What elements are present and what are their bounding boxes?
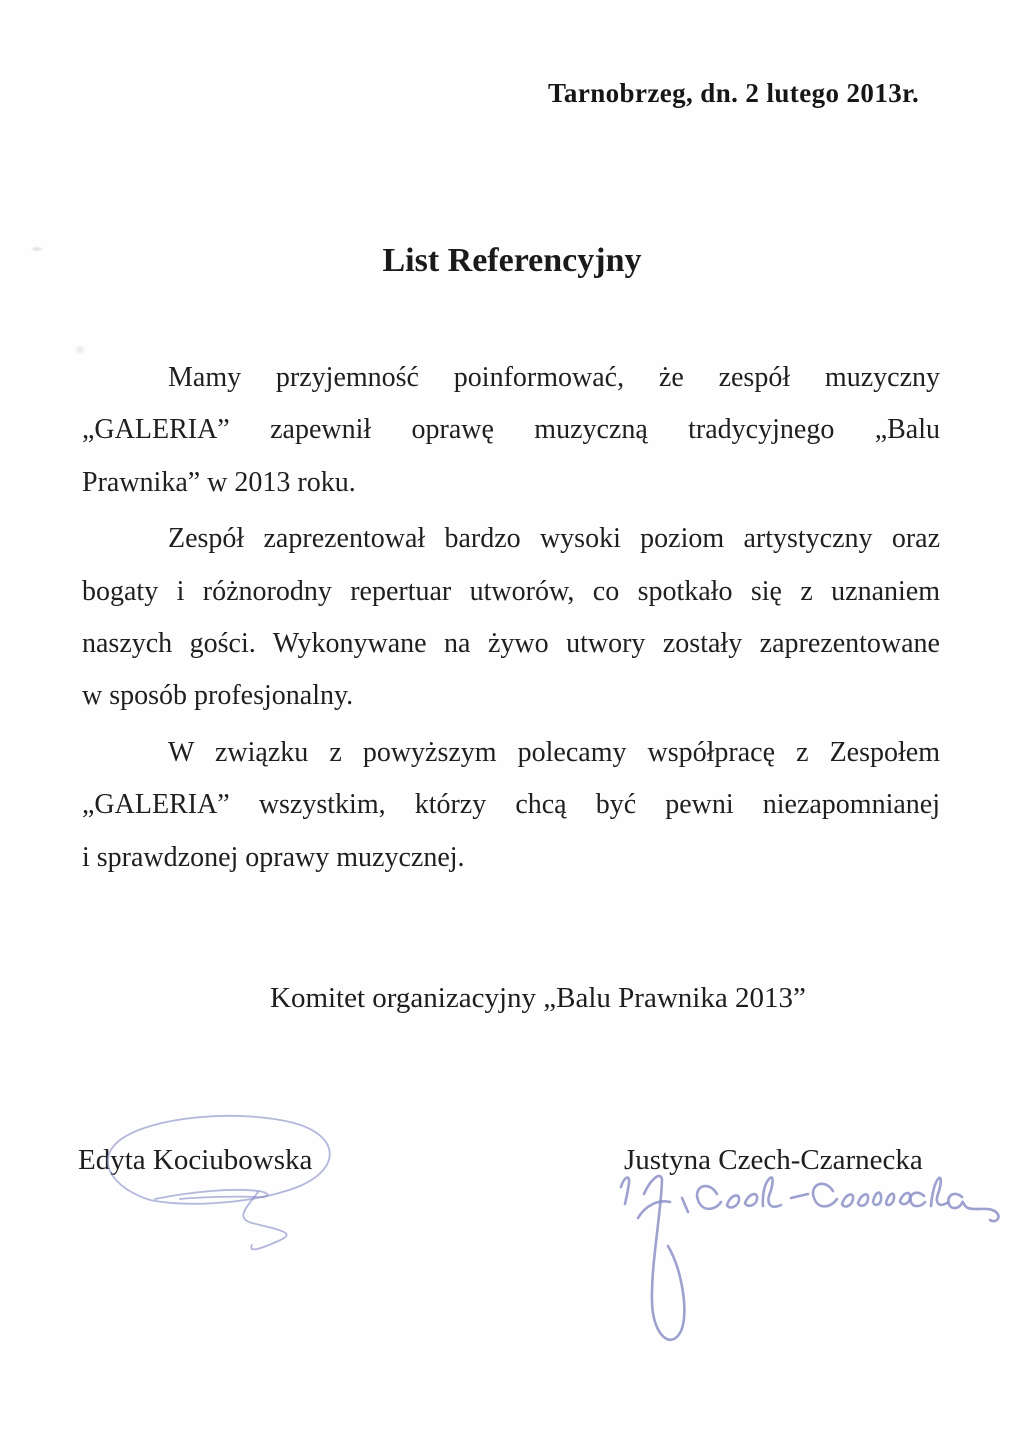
dateline: Tarnobrzeg, dn. 2 lutego 2013r.: [548, 78, 920, 108]
signature-justyna-czech-czarnecka: [621, 1176, 998, 1340]
paragraph: [82, 352, 940, 509]
document-title: List Referencyjny: [382, 242, 642, 279]
text-line: „GALERIA” wszystkim, którzy chcą być pewni niezapomnianej: [82, 789, 940, 821]
closing-line: Komitet organizacyjny „Balu Prawnika 2013”: [270, 982, 806, 1014]
text-line: Zespół zaprezentował bardzo wysoki poziom artystyczny oraz: [168, 523, 940, 555]
text-line: w sposób profesjonalny.: [82, 680, 354, 712]
text-line: W związku z powyższym polecamy współpracę z Zespołem: [168, 736, 940, 768]
text-line: naszych gości. Wykonywane na żywo utwory zostały zaprezentowane: [82, 628, 940, 660]
letter-body: [82, 352, 940, 888]
text-line: Mamy przyjemność poinformować, że zespół muzyczny: [168, 362, 940, 393]
signature-edyta-kociubowska: [108, 1116, 330, 1250]
signatory-name-left: Edyta Kociubowska: [78, 1144, 313, 1176]
text-line: „GALERIA” zapewnił oprawę muzyczną tradycyjnego „Balu: [82, 414, 940, 446]
paragraph: [82, 513, 940, 723]
text-line: i sprawdzonej oprawy muzycznej.: [82, 841, 465, 873]
text-line: bogaty i różnorodny repertuar utworów, co spotkało się z uznaniem: [82, 575, 940, 607]
text-line: Prawnika” w 2013 roku.: [82, 466, 356, 498]
paragraph: [82, 727, 940, 884]
signatory-name-right: Justyna Czech-Czarnecka: [624, 1144, 923, 1176]
